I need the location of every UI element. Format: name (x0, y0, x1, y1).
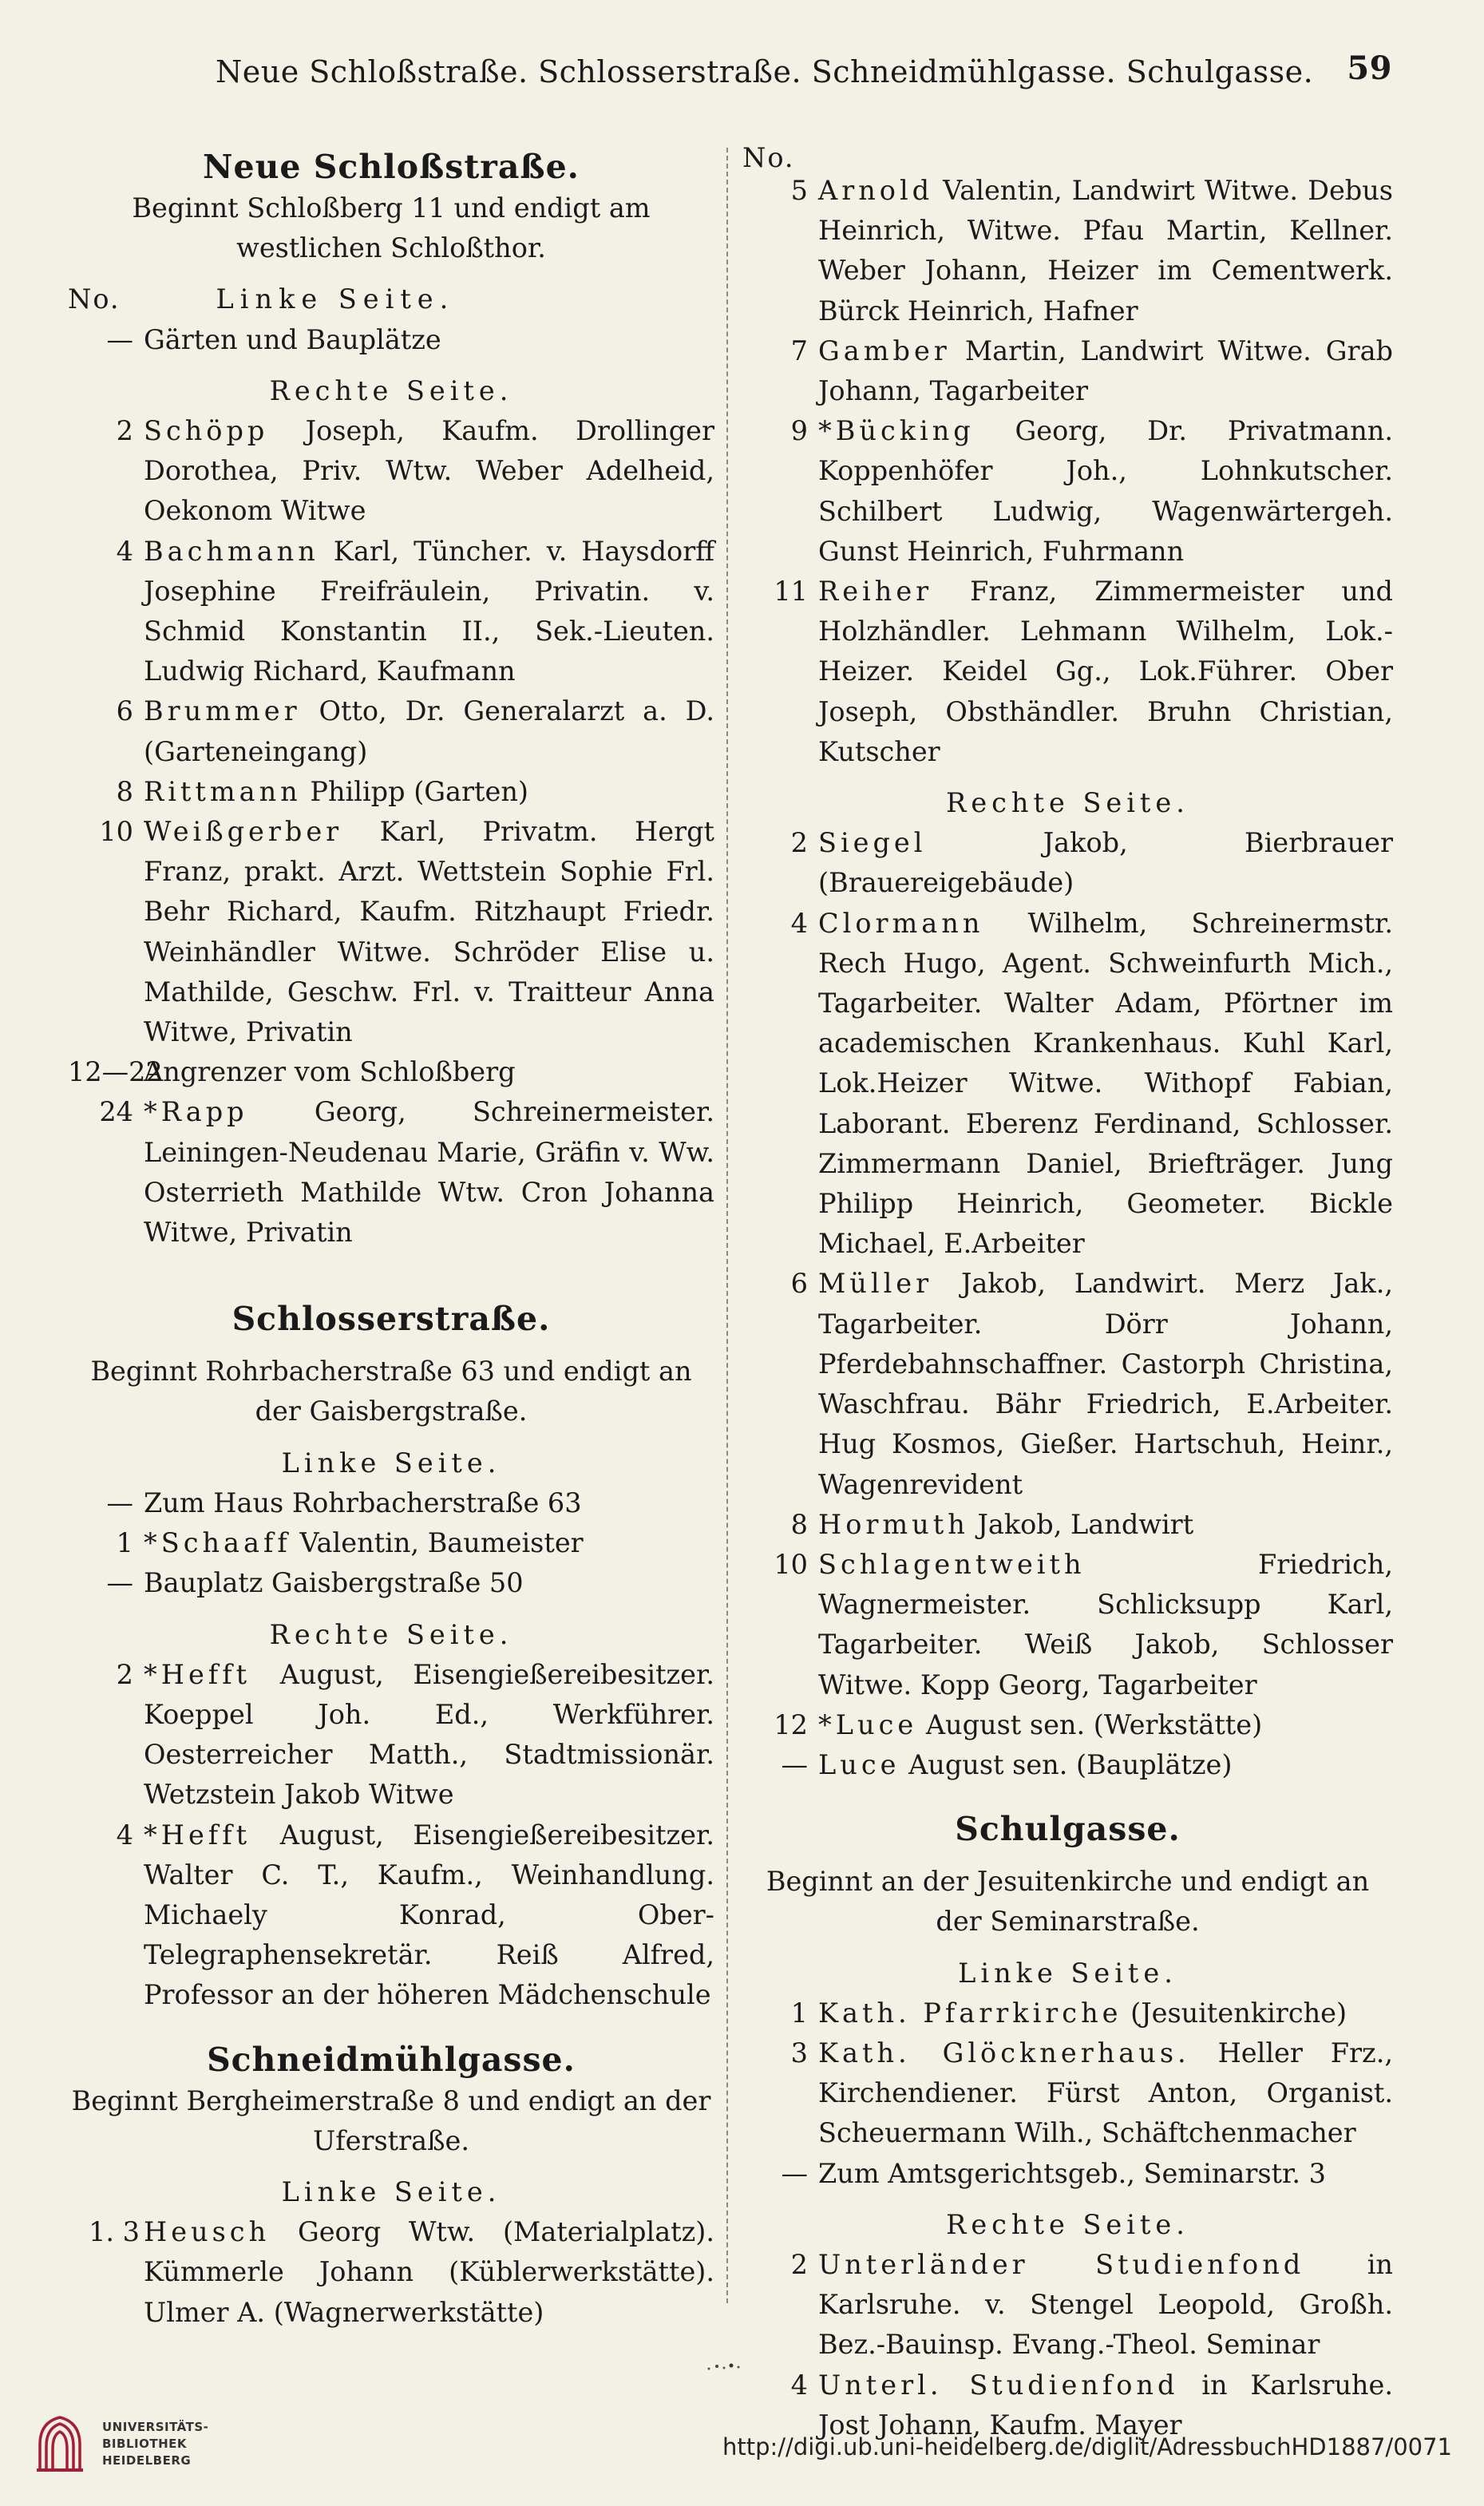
house-number: 12—22 (68, 1056, 163, 1088)
entry-text: Zum Amtsgerichtsgeb., Seminarstr. 3 (818, 2157, 1326, 2189)
side-heading-right: Rechte Seite. (269, 374, 513, 406)
entry-text: Philipp (Garten) (310, 775, 528, 807)
house-number: 6 (116, 695, 133, 727)
address-entry (68, 1092, 714, 1253)
side-heading-left: Linke Seite. (216, 283, 455, 315)
entry-text: Georg Wtw. (Materialplatz). Kümmerle Johann (Küblerwerkstätte). Ulmer A. (Wagnerwerkstätte) (144, 2216, 714, 2328)
house-number: 12 (774, 1708, 808, 1740)
house-number: 11 (774, 576, 808, 608)
house-number: 2 (790, 827, 808, 859)
entry-text: Angrenzer vom Schloßberg (144, 1056, 516, 1088)
resident-name: Weißgerber (144, 816, 343, 848)
page-number: 59 (1347, 49, 1392, 87)
entry-list (68, 411, 714, 1253)
entry-text: in Karlsruhe. Jost Johann, Kaufm. Mayer (818, 2369, 1393, 2441)
entry-list (68, 1655, 714, 2016)
resident-name: Brummer (144, 695, 301, 727)
street-intro: Beginnt an der Jesuitenkirche und endigt an der Seminarstraße. (766, 1866, 1370, 1938)
house-number: 4 (116, 1819, 133, 1851)
resident-name: Reiher (818, 576, 933, 608)
house-number: 8 (116, 775, 133, 807)
resident-name: *Hefft (144, 1658, 251, 1690)
resident-name: Kath. Glöcknerhaus. (818, 2037, 1190, 2069)
resident-name: Schlagentweith (818, 1548, 1086, 1580)
entry-text: in Karlsruhe. v. Stengel Leopold, Großh. Bez.-Bauinsp. Evang.-Theol. Seminar (818, 2248, 1393, 2361)
house-number: 8 (790, 1508, 808, 1540)
house-number: 7 (790, 335, 808, 366)
resident-name: Gamber (818, 335, 951, 366)
library-name: UNIVERSITÄTS- BIBLIOTHEK HEIDELBERG (102, 2420, 209, 2468)
entry-text: Karl, Privatm. Hergt Franz, prakt. Arzt. Wettstein Sophie Frl. Behr Richard, Kaufm. Ritzhaupt Friedr. Weinhändler Witwe. Schröder Elise u. Mathilde, Geschw. Frl. v. Traitteur Anna Witwe, Privatin (144, 816, 714, 1048)
street-heading-neue-schlossstrasse: Neue Schloßstraße. (203, 148, 580, 186)
house-number: 2 (116, 1658, 133, 1690)
address-entry (68, 411, 714, 532)
address-entry (68, 691, 714, 771)
house-number: — (106, 323, 133, 355)
entry-list (742, 171, 1393, 772)
entry-list (742, 2245, 1393, 2445)
house-number: 1 (116, 1527, 133, 1559)
house-number: — (781, 2157, 808, 2189)
street-intro: Beginnt Bergheimerstraße 8 und endigt an der Uferstraße. (71, 2084, 711, 2156)
resident-name: *Bücking (818, 415, 975, 447)
address-entry (742, 1705, 1393, 1745)
resident-name: Heusch (144, 2216, 271, 2248)
street-intro: Beginnt Rohrbacherstraße 63 und endigt an der Gaisbergstraße. (90, 1356, 692, 1427)
entry-text: Zum Haus Rohrbacherstraße 63 (144, 1487, 582, 1518)
entry-text: Heller Frz., Kirchendiener. Fürst Anton, Organist. Scheuermann Wilh., Schäftchenmacher (818, 2037, 1393, 2149)
running-head (0, 49, 1484, 102)
address-entry (742, 572, 1393, 772)
entry-text: Karl, Tüncher. v. Haysdorff Josephine Freifräulein, Privatin. v. Schmid Konstantin II., Sek.-Lieuten. Ludwig Richard, Kaufmann (144, 535, 715, 687)
address-entry (68, 320, 714, 360)
resident-name: Siegel (818, 827, 927, 859)
resident-name: *Schaaff (144, 1527, 291, 1559)
entry-list (68, 2212, 714, 2333)
side-heading-left: Linke Seite. (958, 1957, 1177, 1989)
address-entry (742, 2154, 1393, 2194)
source-url-link[interactable]: http://digi.ub.uni-heidelberg.de/diglit/AdressbuchHD1887/0071 (722, 2433, 1452, 2460)
entry-text: (Jesuitenkirche) (1130, 1997, 1347, 2029)
address-entry (68, 812, 714, 1052)
entry-text: Jakob, Bierbrauer (Brauereigebäude) (818, 827, 1393, 899)
running-head-title: Neue Schloßstraße. Schlosserstraße. Schneidmühlgasse. Schulgasse. (216, 54, 1314, 89)
house-number: 4 (116, 535, 133, 567)
seal-stroke (53, 2432, 67, 2468)
library-seal-icon (32, 2413, 88, 2475)
right-column (742, 142, 1394, 2445)
resident-name: *Rapp (144, 1096, 248, 1128)
entry-text: August, Eisengießereibesitzer. Koeppel Joh. Ed., Werkführer. Oesterreicher Matth., Stadtmissionär. Wetzstein Jakob Witwe (144, 1658, 714, 1811)
entry-text: Valentin, Landwirt Witwe. Debus Heinrich, Witwe. Pfau Martin, Kellner. Weber Johann, Heizer im Cementwerk. Bürck Heinrich, Hafner (818, 175, 1393, 327)
address-entry (68, 1052, 714, 1092)
entry-text: Otto, Dr. Generalarzt a. D. (Garteneingang) (144, 695, 714, 767)
house-number: — (781, 1748, 808, 1780)
entry-text: Valentin, Baumeister (299, 1527, 584, 1559)
number-column-label: No. Linke Seite. (68, 283, 455, 315)
address-entry (742, 171, 1393, 331)
resident-name: Müller (818, 1268, 933, 1300)
address-entry (742, 1745, 1393, 1785)
house-number: 4 (790, 907, 808, 939)
address-entry (68, 2212, 714, 2333)
house-number: 9 (790, 415, 808, 447)
street-heading-schlosserstrasse: Schlosserstraße. (232, 1300, 551, 1339)
address-entry (742, 2245, 1393, 2365)
entry-list (68, 320, 714, 360)
house-number: 4 (790, 2369, 808, 2401)
resident-name: Unterländer Studienfond (818, 2248, 1305, 2280)
entry-text: August, Eisengießereibesitzer. Walter C. T., Kaufm., Weinhandlung. Michaely Konrad, Ober-Telegraphensekretär. Reiß Alfred, Professor an der höheren Mädchenschule (144, 1819, 714, 2011)
resident-name: *Hefft (144, 1819, 251, 1851)
entry-list (742, 1993, 1393, 2194)
resident-name: Hormuth (818, 1508, 969, 1540)
entry-text: Georg, Dr. Privatmann. Koppenhöfer Joh., Lohnkutscher. Schilbert Ludwig, Wagenwärtergeh. Gunst Heinrich, Fuhrmann (818, 415, 1393, 567)
resident-name: Clormann (818, 907, 984, 939)
address-entry (68, 1563, 714, 1603)
address-entry (68, 1655, 714, 1815)
address-entry (742, 2033, 1393, 2154)
address-entry (742, 823, 1393, 903)
address-entry (68, 1483, 714, 1523)
entry-text: Bauplatz Gaisbergstraße 50 (144, 1567, 524, 1599)
house-number: 10 (99, 816, 133, 848)
resident-name: Arnold (818, 175, 934, 206)
entry-text: Joseph, Kaufm. Drollinger Dorothea, Priv. Wtw. Weber Adelheid, Oekonom Witwe (144, 415, 714, 527)
entry-text: Wilhelm, Schreinermstr. Rech Hugo, Agent. Schweinfurth Mich., Tagarbeiter. Walter Adam, Pförtner im academischen Krankenhaus. Kuhl Karl, Lok.Heizer Witwe. Withopf Fabian, Laborant. Eberenz Ferdinand, Schlosser. Zimmermann Daniel, Briefträger. Jung Philipp Heinrich, Geometer. Bickle Michael, E.Arbeiter (818, 907, 1393, 1260)
address-entry (742, 1505, 1393, 1545)
address-entry (742, 331, 1393, 411)
entry-text: Friedrich, Wagnermeister. Schlicksupp Karl, Tagarbeiter. Weiß Jakob, Schlosser Witwe. Kopp Georg, Tagarbeiter (818, 1548, 1393, 1700)
entry-text: Gärten und Bauplätze (144, 323, 441, 355)
ink-smudge (702, 2359, 750, 2375)
resident-name: Bachmann (144, 535, 319, 567)
address-entry (742, 411, 1393, 572)
house-number: 24 (99, 1096, 133, 1128)
side-heading-right: Rechte Seite. (946, 787, 1189, 819)
side-heading-right: Rechte Seite. (946, 2208, 1189, 2240)
library-logo[interactable] (32, 2413, 271, 2476)
number-column-label: No. (742, 142, 795, 173)
entry-text: Martin, Landwirt Witwe. Grab Johann, Tagarbeiter (818, 335, 1393, 407)
entry-list (742, 823, 1393, 1785)
column-divider (726, 148, 728, 2303)
house-number: — (106, 1567, 133, 1599)
house-number: 10 (774, 1548, 808, 1580)
side-heading-left: Linke Seite. (281, 2175, 501, 2207)
house-number: 5 (790, 175, 808, 206)
resident-name: Schöpp (144, 415, 269, 447)
resident-name: Unterl. Studienfond (818, 2369, 1179, 2401)
entry-text: August sen. (Werkstätte) (925, 1708, 1263, 1740)
street-heading-schulgasse: Schulgasse. (955, 1810, 1181, 1849)
address-entry (68, 532, 714, 692)
house-number: 3 (790, 2037, 808, 2069)
address-entry (68, 772, 714, 812)
side-heading-left: Linke Seite. (281, 1447, 501, 1479)
address-entry (742, 904, 1393, 1265)
address-entry (742, 1264, 1393, 1504)
entry-text: Jakob, Landwirt (977, 1508, 1194, 1540)
house-number: 2 (790, 2248, 808, 2280)
address-entry (68, 1815, 714, 2016)
house-number: 2 (116, 415, 133, 447)
side-heading-right: Rechte Seite. (269, 1618, 513, 1650)
house-number: 1. 3 (89, 2216, 140, 2248)
left-column (68, 145, 714, 2333)
house-number: 1 (790, 1997, 808, 2029)
entry-list (68, 1483, 714, 1604)
house-number: 6 (790, 1268, 808, 1300)
resident-name: Rittmann (144, 775, 302, 807)
entry-text: Georg, Schreinermeister. Leiningen-Neudenau Marie, Gräfin v. Ww. Osterrieth Mathilde Wtw. Cron Johanna Witwe, Privatin (144, 1096, 714, 1249)
street-intro: Beginnt Schloßberg 11 und endigt am westlichen Schloßthor. (132, 192, 651, 264)
address-entry (68, 1523, 714, 1563)
resident-name: Luce (818, 1748, 900, 1780)
entry-text: August sen. (Bauplätze) (908, 1748, 1233, 1780)
house-number: — (106, 1487, 133, 1518)
entry-text: Franz, Zimmermeister und Holzhändler. Lehmann Wilhelm, Lok.-Heizer. Keidel Gg., Lok.Führer. Ober Joseph, Obsthändler. Bruhn Christian, Kutscher (818, 576, 1393, 767)
resident-name: Kath. Pfarrkirche (818, 1997, 1122, 2029)
address-entry (742, 1545, 1393, 1705)
entry-text: Jakob, Landwirt. Merz Jak., Tagarbeiter. Dörr Johann, Pferdebahnschaffner. Castorph Christina, Waschfrau. Bähr Friedrich, E.Arbeiter. Hug Kosmos, Gießer. Hartschuh, Heinr., Wagenrevident (818, 1268, 1394, 1500)
resident-name: *Luce (818, 1708, 918, 1740)
address-entry (742, 1993, 1393, 2033)
street-heading-schneidmuehlgasse: Schneidmühlgasse. (207, 2040, 576, 2079)
